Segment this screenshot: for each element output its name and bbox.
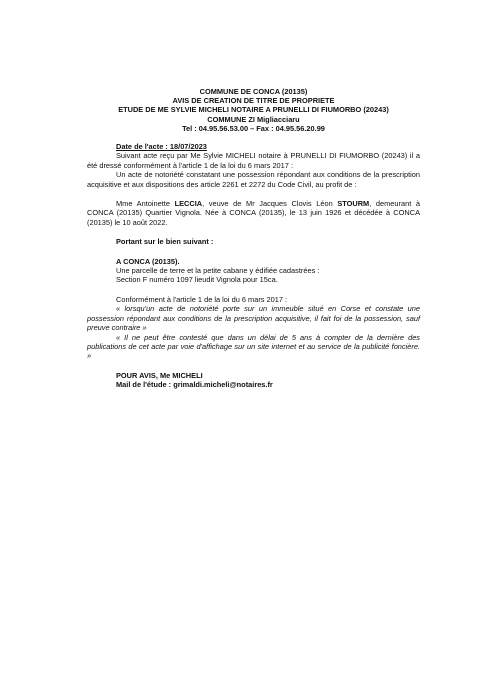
law-quote-1: « lorsqu'un acte de notoriété porte sur un immeuble situé en Corse et constate une possession répondant aux conditions de la prescription acquisitive, il fait foi de la possession, sauf preuve contraire »: [87, 304, 420, 333]
beneficiary-paragraph: Mme Antoinette LECCIA, veuve de Mr Jacques Clovis Léon STOURM, demeurant à CONCA (20135) Quartier Vignola. Née à CONCA (20135), le 13 juin 1926 et décédée à CONCA (20135) le 10 août 2022.: [87, 199, 421, 227]
commune-title: COMMUNE DE CONCA (20135): [199, 87, 308, 96]
law-intro: Conformément à l'article 1 de la loi du 6 mars 2017 :: [116, 294, 288, 304]
spouse-name: STOURM: [337, 199, 370, 209]
beneficiary-name: LECCIA: [174, 199, 203, 209]
property-cadastre: Section F numéro 1097 lieudit Vignola pour 15ca.: [116, 275, 278, 285]
notice-header: [87, 87, 420, 133]
property-heading: Portant sur le bien suivant :: [116, 237, 214, 247]
notice-title: AVIS DE CREATION DE TITRE DE PROPRIETE: [172, 96, 335, 106]
property-location: A CONCA (20135).: [116, 256, 180, 266]
notice-body: [87, 87, 420, 390]
act-paragraph-2: Un acte de notoriété constatant une possession répondant aux conditions de la prescription acquisitive et aux dispositions des article 2261 et 2272 du Code Civil, au profit de :: [87, 170, 420, 189]
office-email: Mail de l'étude : grimaldi.micheli@notaires.fr: [116, 380, 273, 390]
office-name: ETUDE DE ME SYLVIE MICHELI NOTAIRE A PRUNELLI DI FIUMORBO (20243): [118, 105, 389, 115]
office-location: COMMUNE ZI Migliacciaru: [207, 114, 300, 124]
signature-line: POUR AVIS, Me MICHELI: [116, 370, 203, 380]
law-quote-2: « Il ne peut être contesté que dans un délai de 5 ans à compter de la dernière des publications de cet acte par voie d'affichage sur un site internet et au service de la publicité foncière. »: [87, 332, 420, 361]
act-date: Date de l'acte : 18/07/2023: [116, 142, 207, 152]
act-paragraph-1: Suivant acte reçu par Me Sylvie MICHELI notaire à PRUNELLI DI FIUMORBO (20243) il a été dressé conformément à l'article 1 de la loi du 6 mars 2017 :: [87, 151, 420, 170]
property-description: Une parcelle de terre et la petite cabane y édifiée cadastrées :: [116, 266, 320, 276]
office-contact: Tel : 04.95.56.53.00 – Fax : 04.95.56.20.99: [182, 123, 325, 133]
